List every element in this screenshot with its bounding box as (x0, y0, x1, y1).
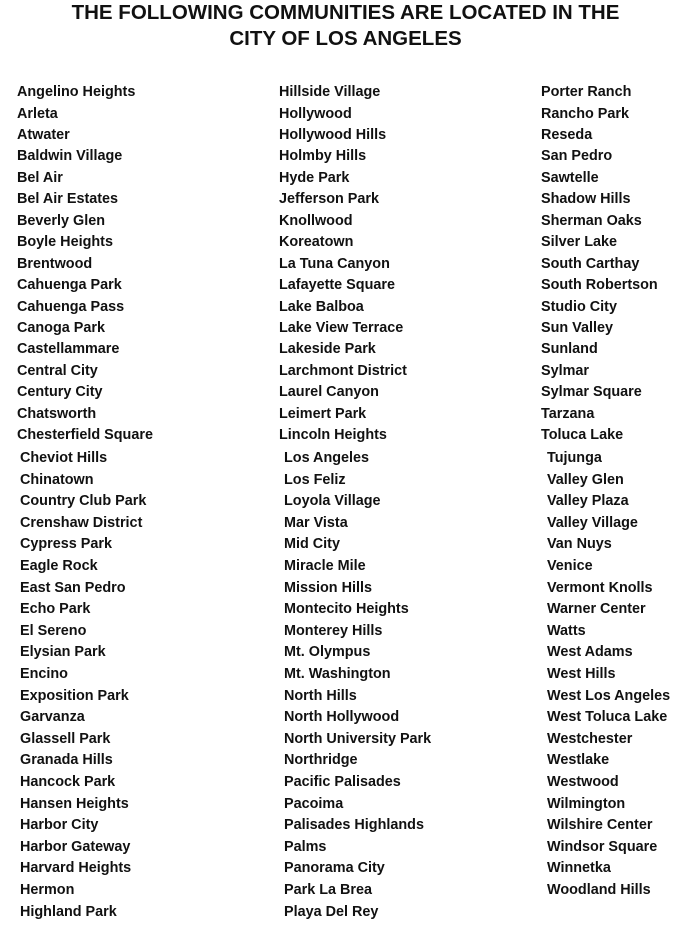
community-list-item: South Carthay (541, 255, 640, 272)
community-list-item: Mt. Olympus (284, 644, 371, 661)
community-list-item: Larchmont District (279, 362, 407, 379)
community-list-item: Park La Brea (284, 882, 372, 898)
community-list-item: Toluca Lake (541, 427, 624, 444)
community-list-item: Loyola Village (284, 493, 381, 510)
community-list-item: South Robertson (541, 277, 658, 293)
community-list-item: Sylmar Square (541, 384, 642, 401)
community-list-item: Sylmar (541, 362, 589, 379)
community-list-item: Vermont Knolls (547, 579, 653, 596)
community-list-item: Hancock Park (20, 774, 116, 790)
community-list-item: Rancho Park (541, 105, 629, 122)
community-list-item: Crenshaw District (20, 514, 143, 531)
community-list-item: Pacoima (284, 795, 344, 812)
community-list-item: Garvanza (20, 709, 85, 726)
community-list-item: Echo Park (20, 601, 91, 618)
community-list-item: Cypress Park (20, 536, 113, 553)
community-list-item: Lincoln Heights (279, 427, 387, 444)
community-list-item: Tarzana (541, 405, 595, 422)
community-list-item: East San Pedro (20, 579, 126, 596)
community-list-item: Westlake (547, 752, 610, 769)
community-list-item: Reseda (541, 126, 593, 143)
community-list-item: West Adams (547, 644, 633, 661)
community-list-item: Hollywood Hills (279, 126, 387, 143)
community-list-item: Hollywood (279, 105, 352, 122)
community-list-item: Glassell Park (20, 730, 111, 747)
page-title-line-2: CITY OF LOS ANGELES (229, 27, 462, 50)
community-list-item: Wilmington (547, 795, 626, 812)
community-list-item: La Tuna Canyon (279, 255, 390, 272)
community-list-item: Valley Glen (547, 471, 624, 488)
community-list-item: North Hills (284, 687, 357, 704)
community-list-item: Lake View Terrace (279, 319, 404, 336)
community-list-item: Laurel Canyon (279, 384, 379, 401)
community-list-item: Panorama City (284, 860, 385, 877)
community-list-item: Miracle Mile (284, 558, 366, 574)
community-list-item: Castellammare (17, 341, 120, 358)
community-list-item: Bel Air Estates (17, 191, 119, 208)
community-list-item: Sun Valley (541, 319, 613, 336)
community-list-item: Highland Park (20, 903, 117, 920)
community-list-item: Westwood (547, 774, 619, 790)
community-list-item: Mid City (284, 536, 340, 553)
community-list-item: Hansen Heights (20, 795, 129, 812)
community-list-item: Pacific Palisades (284, 774, 401, 790)
community-list-item: Hillside Village (279, 84, 381, 100)
community-list-item: Studio City (541, 298, 617, 315)
community-list-item: Jefferson Park (279, 191, 379, 208)
community-list-item: Exposition Park (20, 687, 129, 704)
community-list-item: Venice (547, 558, 593, 574)
community-list-item: West Toluca Lake (547, 709, 668, 726)
community-list-item: Boyle Heights (17, 234, 113, 251)
community-list-item: Hyde Park (279, 169, 350, 186)
community-list-item: Palms (284, 838, 327, 855)
community-list-item: Arleta (17, 105, 58, 122)
community-list-item: Porter Ranch (541, 84, 632, 100)
community-list-item: Cahuenga Park (17, 277, 122, 293)
community-list-item: Los Angeles (284, 450, 370, 466)
community-list-item: Sawtelle (541, 169, 599, 186)
community-list-item: Hermon (20, 882, 75, 898)
community-list-item: Lake Balboa (279, 298, 364, 315)
community-list-item: West Hills (547, 666, 616, 682)
community-list-item: Harvard Heights (20, 860, 132, 877)
community-list-item: Harbor City (20, 817, 99, 834)
community-list-item: Angelino Heights (17, 84, 136, 100)
community-list-item: Van Nuys (547, 536, 612, 553)
community-list-item: Winnetka (547, 860, 611, 877)
page-title-line-1: THE FOLLOWING COMMUNITIES ARE LOCATED IN THE (71, 1, 620, 24)
community-list-item: Harbor Gateway (20, 838, 131, 855)
page-title (0, 0, 691, 52)
community-list-item: Cheviot Hills (20, 450, 108, 466)
community-list-item: El Sereno (20, 622, 87, 639)
community-list-item: Lakeside Park (279, 341, 376, 358)
community-list-item: Encino (20, 666, 68, 682)
community-list-item: Silver Lake (541, 234, 618, 251)
community-list-item: Beverly Glen (17, 212, 105, 229)
community-list-item: Bel Air (17, 169, 63, 186)
community-list-item: Chesterfield Square (17, 427, 153, 444)
community-list-item: Wilshire Center (547, 817, 653, 834)
community-list-item: Los Feliz (284, 471, 346, 488)
community-list-item: San Pedro (541, 148, 613, 165)
community-list-item: Lafayette Square (279, 277, 395, 293)
community-list-item: Monterey Hills (284, 622, 383, 639)
community-list-item: Koreatown (279, 234, 354, 251)
community-list-item: Holmby Hills (279, 148, 367, 165)
community-list-item: Windsor Square (547, 838, 658, 855)
community-list-item: Shadow Hills (541, 191, 631, 208)
community-list-item: Northridge (284, 752, 358, 769)
community-list-item: Eagle Rock (20, 558, 98, 574)
community-list-item: Atwater (17, 126, 70, 143)
community-list-item: Granada Hills (20, 752, 113, 769)
community-list-item: Canoga Park (17, 319, 105, 336)
community-list-item: Leimert Park (279, 405, 367, 422)
community-list-item: Country Club Park (20, 493, 147, 510)
community-list-item: Brentwood (17, 255, 93, 272)
community-list-item: Mar Vista (284, 514, 348, 531)
community-list-item: Chinatown (20, 471, 94, 488)
community-list-item: Central City (17, 362, 98, 379)
community-list-item: Warner Center (547, 601, 646, 618)
community-list-item: Valley Village (547, 514, 638, 531)
community-list-item: Tujunga (547, 450, 602, 466)
community-list-item: North University Park (284, 730, 432, 747)
community-list-item: Westchester (547, 730, 633, 747)
community-list-item: Elysian Park (20, 644, 106, 661)
community-list-item: Watts (547, 622, 586, 639)
community-list-item: Knollwood (279, 212, 353, 229)
community-list-item: Century City (17, 384, 103, 401)
community-list-item: West Los Angeles (547, 687, 671, 704)
community-list-item: Mt. Washington (284, 666, 391, 682)
community-list-item: Sunland (541, 341, 598, 358)
community-list-item: Baldwin Village (17, 148, 123, 165)
community-list-item: Montecito Heights (284, 601, 409, 618)
community-list-item: Mission Hills (284, 579, 372, 596)
community-list-item: North Hollywood (284, 709, 400, 726)
community-list-item: Sherman Oaks (541, 212, 642, 229)
community-list-item: Valley Plaza (547, 493, 629, 510)
community-list-item: Woodland Hills (547, 882, 651, 898)
community-list-item: Palisades Highlands (284, 817, 424, 834)
community-list-item: Cahuenga Pass (17, 298, 125, 315)
community-list-item: Chatsworth (17, 405, 97, 422)
community-list-item: Playa Del Rey (284, 903, 379, 920)
